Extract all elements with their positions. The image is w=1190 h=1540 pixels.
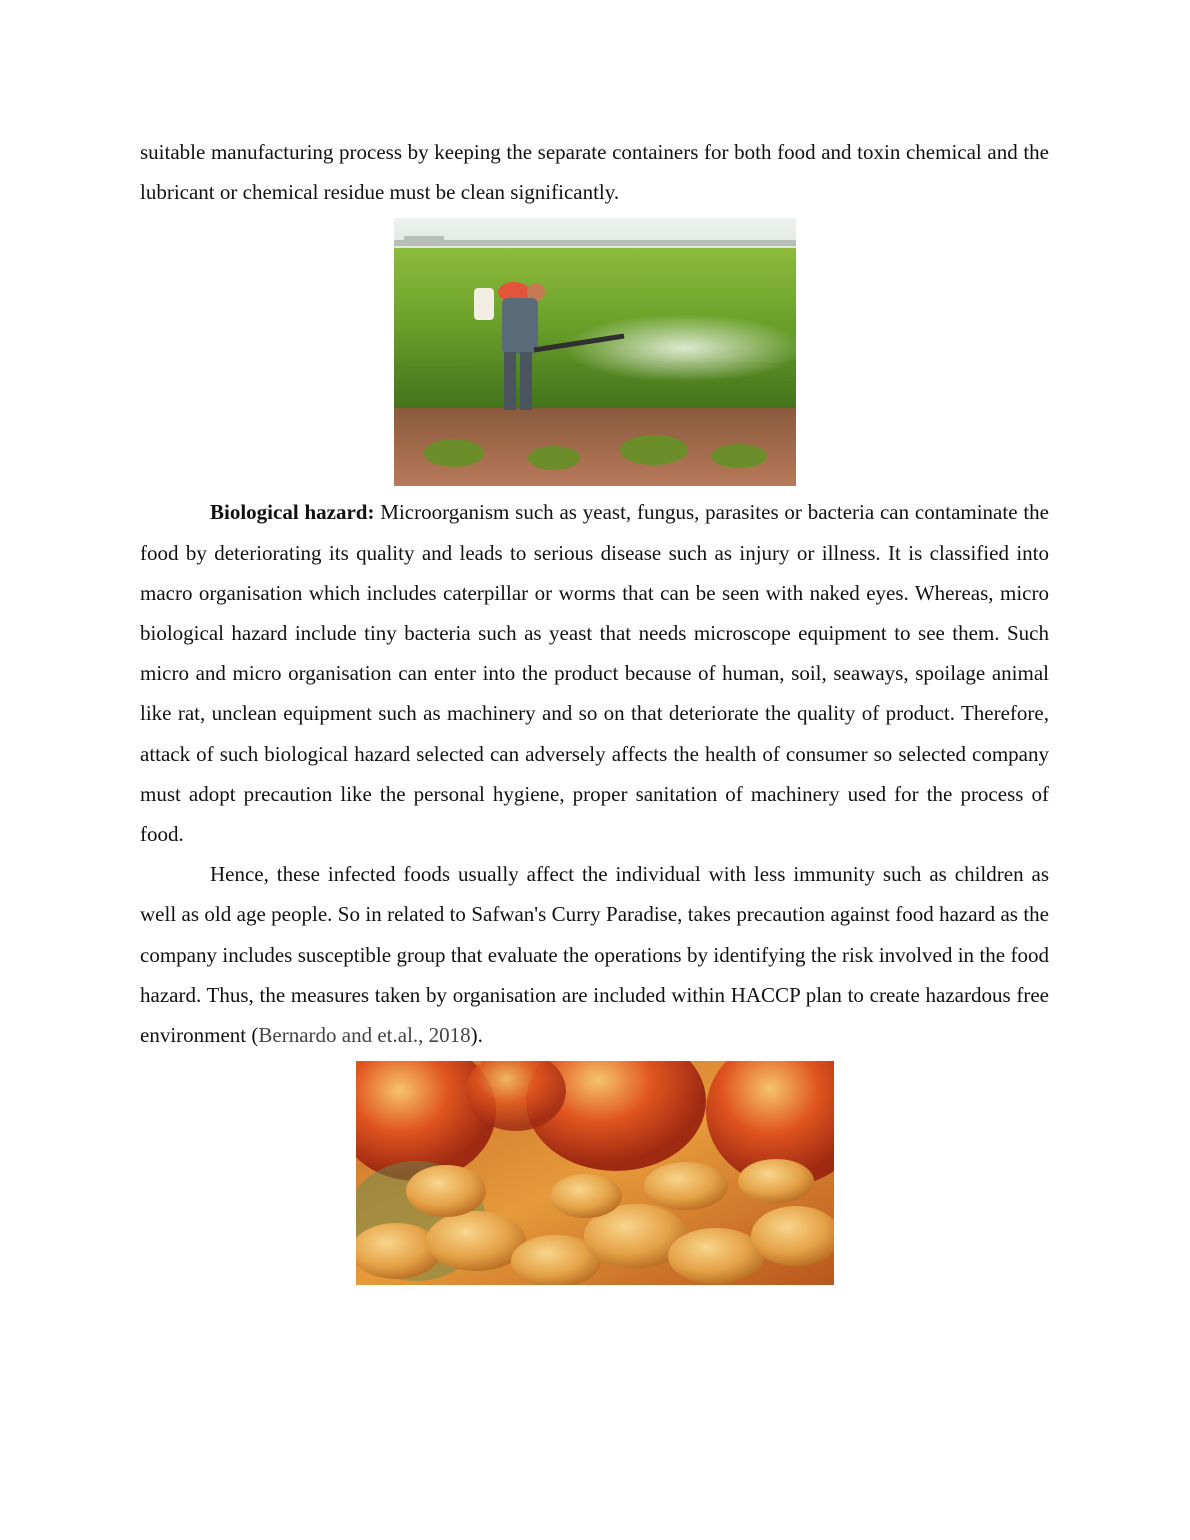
citation: Bernardo and et.al., 2018 <box>258 1023 471 1048</box>
biological-hazard-heading: Biological hazard: <box>210 500 375 525</box>
apples-and-fried-food-image <box>356 1061 834 1285</box>
biological-hazard-body: Microorganism such as yeast, fungus, parasites or bacteria can contaminate the food by deteriorating its quality and leads to serious disease such as injury or illness. It is classified into macro organisation which includes caterpillar or worms that can be seen with naked eyes. Whereas, micro biological hazard include tiny bacteria such as yeast that needs microscope equipment to see them. Such micro and micro organisation can enter into the product because of human, soil, seaways, spoilage animal like rat, unclean equipment such as machinery and so on that deteriorate the quality of product. Therefore, attack of such biological hazard selected can adversely affects the health of consumer so selected company must adopt precaution like the personal hygiene, proper sanitation of machinery used for the process of food. <box>140 500 1049 847</box>
hence-paragraph <box>140 854 1049 1055</box>
biological-hazard-paragraph <box>140 492 1049 854</box>
document-page <box>140 132 1049 1285</box>
paragraph-continued: suitable manufacturing process by keeping the separate containers for both food and toxin chemical and the lubricant or chemical residue must be clean significantly. <box>140 140 1049 205</box>
hence-body: Hence, these infected foods usually affect the individual with less immunity such as children as well as old age people. So in related to Safwan's Curry Paradise, takes precaution against food hazard as the company includes susceptible group that evaluate the operations by identifying the risk involved in the food hazard. Thus, the measures taken by organisation are included within HACCP plan to create hazardous free environment ( <box>140 862 1049 1048</box>
hence-end: ). <box>470 1023 483 1048</box>
farmer-spraying-pesticide-image <box>394 218 796 486</box>
